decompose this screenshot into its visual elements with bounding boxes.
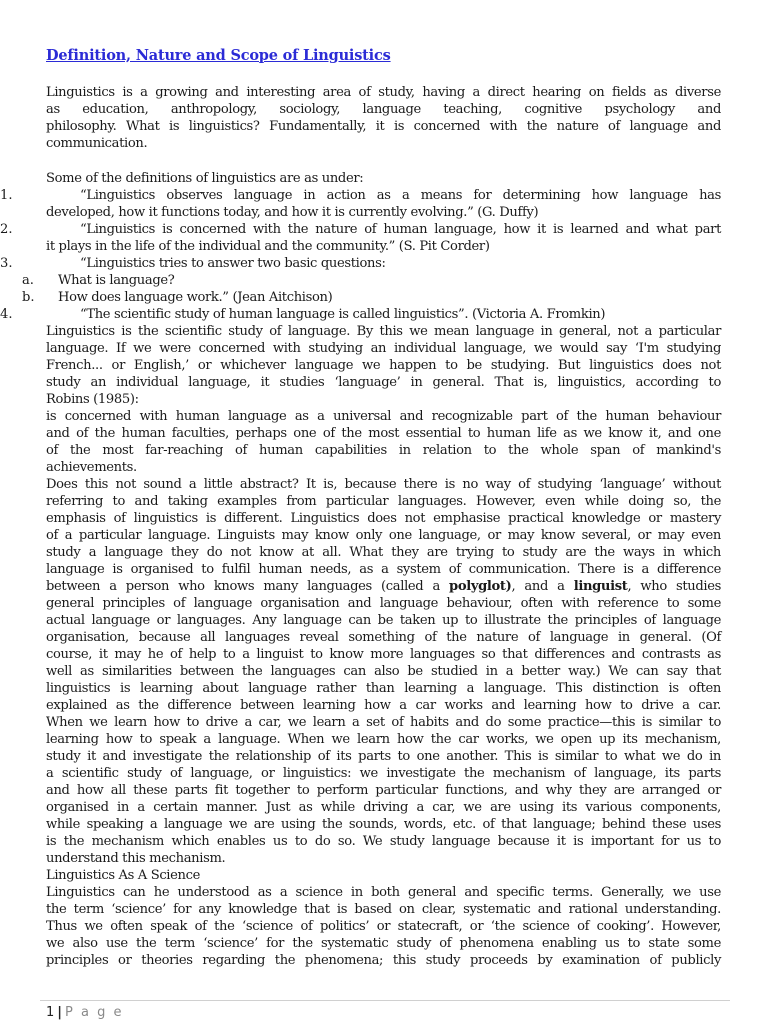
body-line: a scientific study of language, or linguistics: we investigate the mechanism of language, its parts [46, 766, 721, 781]
intro-line: communication. [46, 136, 148, 151]
sub-marker: b. [22, 290, 35, 305]
intro-line: philosophy. What is linguistics? Fundamentally, it is concerned with the nature of language and [46, 119, 721, 134]
body-line-with-bold-terms [46, 578, 721, 595]
body-line: study it and investigate the relationship of its parts to one another. This is similar to what we do in [46, 749, 721, 764]
body-line: is the mechanism which enables us to do so. We study language because it is important for us to [46, 834, 721, 849]
body-line: French... or English,’ or whichever language we happen to be studying. But linguistics does not [46, 358, 721, 373]
definition-line: “Linguistics tries to answer two basic questions: [80, 256, 386, 271]
list-marker: 2. [0, 222, 13, 237]
body-line: learning how to speak a language. When we learn how the car works, we open up its mechanism, [46, 732, 721, 747]
term-linguist: linguist [573, 579, 628, 594]
body-line: explained as the difference between learning how a car works and learning how to drive a car. [46, 698, 721, 713]
body-line: general principles of language organisation and language behaviour, often with reference to some [46, 596, 721, 611]
list-marker: 3. [0, 256, 13, 271]
body-line: well as similarities between the languages can also be studied in a better way.) We can say that [46, 664, 721, 679]
body-line: we also use the term ‘science’ for the systematic study of phenomena enabling us to state some [46, 936, 721, 951]
body-line: organised in a certain manner. Just as while driving a car, we are using its various components, [46, 800, 721, 815]
body-line: language. If we were concerned with studying an individual language, we would say ‘I'm studying [46, 341, 721, 356]
body-line: course, it may he of help to a linguist to know more languages so that differences and contrasts as [46, 647, 721, 662]
page-footer [46, 1005, 123, 1020]
body-line: emphasis of linguistics is different. Linguistics does not emphasise practical knowledge or mastery [46, 511, 721, 526]
body-text: , and a [511, 579, 574, 594]
body-line: Robins (1985): [46, 392, 139, 407]
footer-divider [40, 1000, 730, 1001]
quote-line: is concerned with human language as a universal and recognizable part of the human behaviour [46, 409, 721, 424]
definition-line: developed, how it functions today, and how it is currently evolving.” (G. Duffy) [46, 205, 539, 220]
body-line: of a particular language. Linguists may know only one language, or may know several, or may even [46, 528, 721, 543]
sub-item: How does language work.” (Jean Aitchison) [58, 290, 333, 305]
body-line: When we learn how to drive a car, we learn a set of habits and do some practice—this is similar to [46, 715, 721, 730]
body-line: organisation, because all languages reveal something of the nature of language in general. (Of [46, 630, 721, 645]
body-line: Linguistics is the scientific study of language. By this we mean language in general, not a particular [46, 324, 721, 339]
body-line: language is organised to fulfil human needs, as a system of communication. There is a difference [46, 562, 721, 577]
intro-line: Linguistics is a growing and interesting area of study, having a direct hearing on fields as diverse [46, 85, 721, 100]
definition-line: “Linguistics is concerned with the nature of human language, how it is learned and what part [80, 222, 721, 237]
body-line: while speaking a language we are using the sounds, words, etc. of that language; behind these uses [46, 817, 721, 832]
footer-separator: | [57, 1005, 63, 1020]
body-line: actual language or languages. Any language can be taken up to illustrate the principles of language [46, 613, 721, 628]
body-line: referring to and taking examples from particular languages. However, even while doing so, the [46, 494, 721, 509]
body-line: study a language they do not know at all. What they are trying to study are the ways in which [46, 545, 721, 560]
body-line: study an individual language, it studies ‘language’ in general. That is, linguistics, according to [46, 375, 721, 390]
definition-line: it plays in the life of the individual and the community.” (S. Pit Corder) [46, 239, 490, 254]
body-text: , who studies [627, 579, 721, 594]
body-line: Linguistics can he understood as a science in both general and specific terms. Generally, we use [46, 885, 721, 900]
term-polyglot: polyglot) [449, 579, 512, 594]
body-line: understand this mechanism. [46, 851, 226, 866]
list-marker: 4. [0, 307, 13, 322]
body-text: between a person who knows many languages (called a [46, 579, 450, 594]
document-title: Definition, Nature and Scope of Linguistics [46, 47, 391, 64]
body-line: linguistics is learning about language rather than learning a language. This distinction is often [46, 681, 721, 696]
sub-item: What is language? [58, 273, 175, 288]
quote-line: and of the human faculties, perhaps one of the most essential to human life as we know it, and one [46, 426, 721, 441]
intro-line: as education, anthropology, sociology, language teaching, cognitive psychology and [46, 102, 721, 117]
page-number: 1 [46, 1005, 55, 1020]
definition-line: “Linguistics observes language in action as a means for determining how language has [80, 188, 721, 203]
body-line: and how all these parts fit together to perform particular functions, and why they are arranged or [46, 783, 721, 798]
page-label: P a g e [65, 1005, 124, 1020]
sub-marker: a. [22, 273, 34, 288]
quote-line: achievements. [46, 460, 137, 475]
definitions-intro: Some of the definitions of linguistics are as under: [46, 171, 364, 186]
definition-line: “The scientific study of human language is called linguistics”. (Victoria A. Fromkin) [80, 307, 606, 322]
quote-line: of the most far-reaching of human capabilities in relation to the whole span of mankind's [46, 443, 721, 458]
body-line: the term ‘science’ for any knowledge that is based on clear, systematic and rational understanding. [46, 902, 721, 917]
list-marker: 1. [0, 188, 13, 203]
body-line: principles or theories regarding the phenomena; this study proceeds by examination of publicly [46, 953, 721, 968]
body-line: Thus we often speak of the ‘science of politics’ or statecraft, or ‘the science of cooking’. However, [46, 919, 721, 934]
body-line: Does this not sound a little abstract? It is, because there is no way of studying ‘language’ without [46, 477, 721, 492]
section-subheading: Linguistics As A Science [46, 868, 201, 883]
